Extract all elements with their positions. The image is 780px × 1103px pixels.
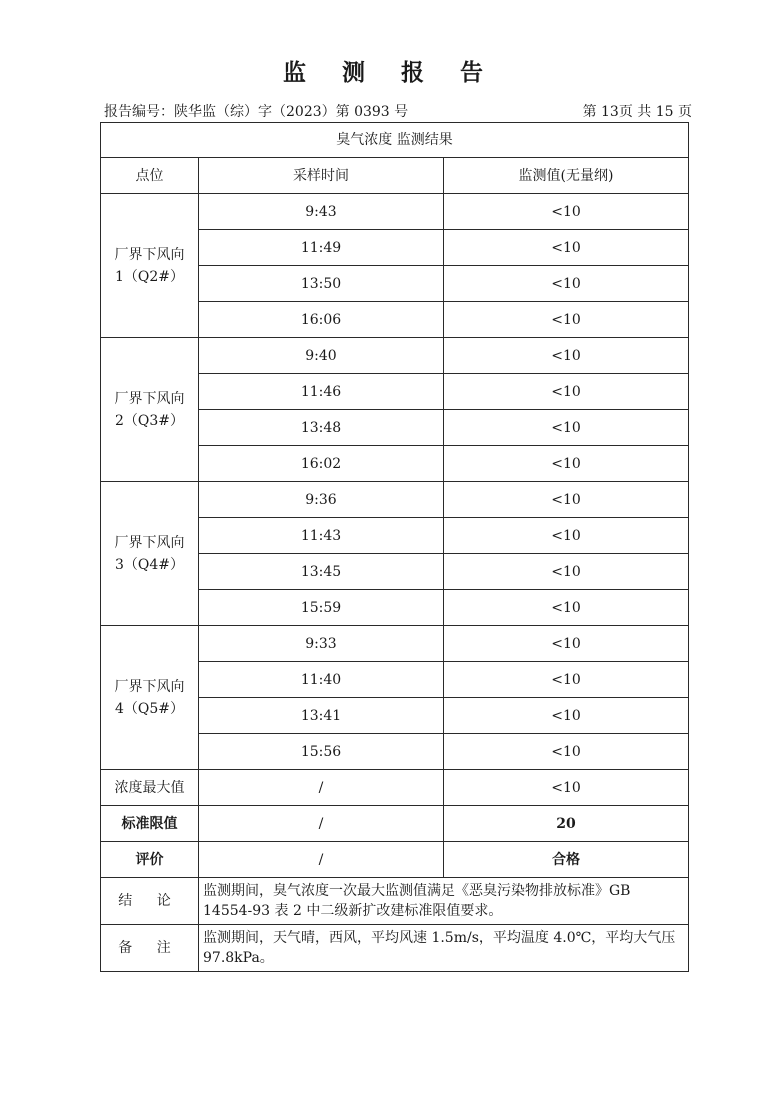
- conclusion-text: 监测期间，臭气浓度一次最大监测值满足《恶臭污染物排放标准》GB 14554-93 表 2 中二级新扩改建标准限值要求。: [199, 878, 689, 925]
- sample-time-cell: 9:43: [199, 194, 444, 230]
- sample-time-cell: 13:41: [199, 698, 444, 734]
- location-line: 厂界下风向: [114, 678, 185, 695]
- report-title: 监 测 报 告: [282, 59, 498, 86]
- value-cell: <10: [444, 230, 689, 266]
- max-concentration-row-cell: <10: [444, 770, 689, 806]
- location-line: 2（Q3#）: [114, 412, 185, 429]
- standard-limit-row-cell: /: [199, 806, 444, 842]
- value-cell: <10: [444, 446, 689, 482]
- sample-time-cell: 13:45: [199, 554, 444, 590]
- value-cell: <10: [444, 698, 689, 734]
- table-row: [101, 626, 689, 662]
- value-cell: <10: [444, 194, 689, 230]
- sample-time-cell: 15:59: [199, 590, 444, 626]
- standard-limit-row-cell: 20: [444, 806, 689, 842]
- table-row: [101, 194, 689, 230]
- value-cell: <10: [444, 374, 689, 410]
- sample-time-cell: 11:46: [199, 374, 444, 410]
- location-line: 1（Q2#）: [114, 268, 185, 285]
- value-cell: <10: [444, 518, 689, 554]
- evaluation-row-cell: 评价: [101, 842, 199, 878]
- sample-time-cell: 9:33: [199, 626, 444, 662]
- sample-time-cell: 13:50: [199, 266, 444, 302]
- sample-time-cell: 16:02: [199, 446, 444, 482]
- max-concentration-row-cell: 浓度最大值: [101, 770, 199, 806]
- remarks-label: 备 注: [101, 925, 199, 972]
- remarks-row: [101, 925, 689, 972]
- sample-time-cell: 16:06: [199, 302, 444, 338]
- max-concentration-row: [101, 770, 689, 806]
- standard-limit-row-cell: 标准限值: [101, 806, 199, 842]
- evaluation-row-cell: 合格: [444, 842, 689, 878]
- sample-time-cell: 9:40: [199, 338, 444, 374]
- sample-time-cell: 15:56: [199, 734, 444, 770]
- header-location: 点位: [101, 158, 199, 194]
- header-sample-time: 采样时间: [199, 158, 444, 194]
- sample-time-cell: 11:40: [199, 662, 444, 698]
- monitoring-results-table: [100, 122, 689, 972]
- header-value: 监测值(无量纲): [444, 158, 689, 194]
- value-cell: <10: [444, 410, 689, 446]
- location-cell: [101, 482, 199, 626]
- page-info: 第 13页 共 15 页: [582, 104, 692, 120]
- remarks-text: 监测期间，天气晴，西风，平均风速 1.5m/s，平均温度 4.0℃，平均大气压 97.8kPa。: [199, 925, 689, 972]
- sample-time-cell: 11:49: [199, 230, 444, 266]
- value-cell: <10: [444, 626, 689, 662]
- max-concentration-row-cell: /: [199, 770, 444, 806]
- value-cell: <10: [444, 734, 689, 770]
- location-cell: [101, 338, 199, 482]
- value-cell: <10: [444, 302, 689, 338]
- value-cell: <10: [444, 554, 689, 590]
- value-cell: <10: [444, 590, 689, 626]
- report-meta: [104, 101, 692, 121]
- sample-time-cell: 11:43: [199, 518, 444, 554]
- location-line: 厂界下风向: [114, 534, 185, 551]
- sample-time-cell: 9:36: [199, 482, 444, 518]
- location-line: 厂界下风向: [114, 246, 185, 263]
- evaluation-row: [101, 842, 689, 878]
- conclusion-row: [101, 878, 689, 925]
- location-line: 厂界下风向: [114, 390, 185, 407]
- table-row: [101, 338, 689, 374]
- value-cell: <10: [444, 662, 689, 698]
- standard-limit-row: [101, 806, 689, 842]
- table-caption-row: [101, 123, 689, 158]
- report-number: 报告编号：陕华监（综）字（2023）第 0393 号: [104, 104, 409, 120]
- location-line: 3（Q4#）: [114, 556, 185, 573]
- evaluation-row-cell: /: [199, 842, 444, 878]
- table-row: [101, 482, 689, 518]
- value-cell: <10: [444, 482, 689, 518]
- value-cell: <10: [444, 338, 689, 374]
- location-cell: [101, 194, 199, 338]
- table-caption: 臭气浓度 监测结果: [101, 123, 689, 158]
- value-cell: <10: [444, 266, 689, 302]
- conclusion-label: 结 论: [101, 878, 199, 925]
- location-cell: [101, 626, 199, 770]
- sample-time-cell: 13:48: [199, 410, 444, 446]
- location-line: 4（Q5#）: [114, 700, 185, 717]
- table-header-row: [101, 158, 689, 194]
